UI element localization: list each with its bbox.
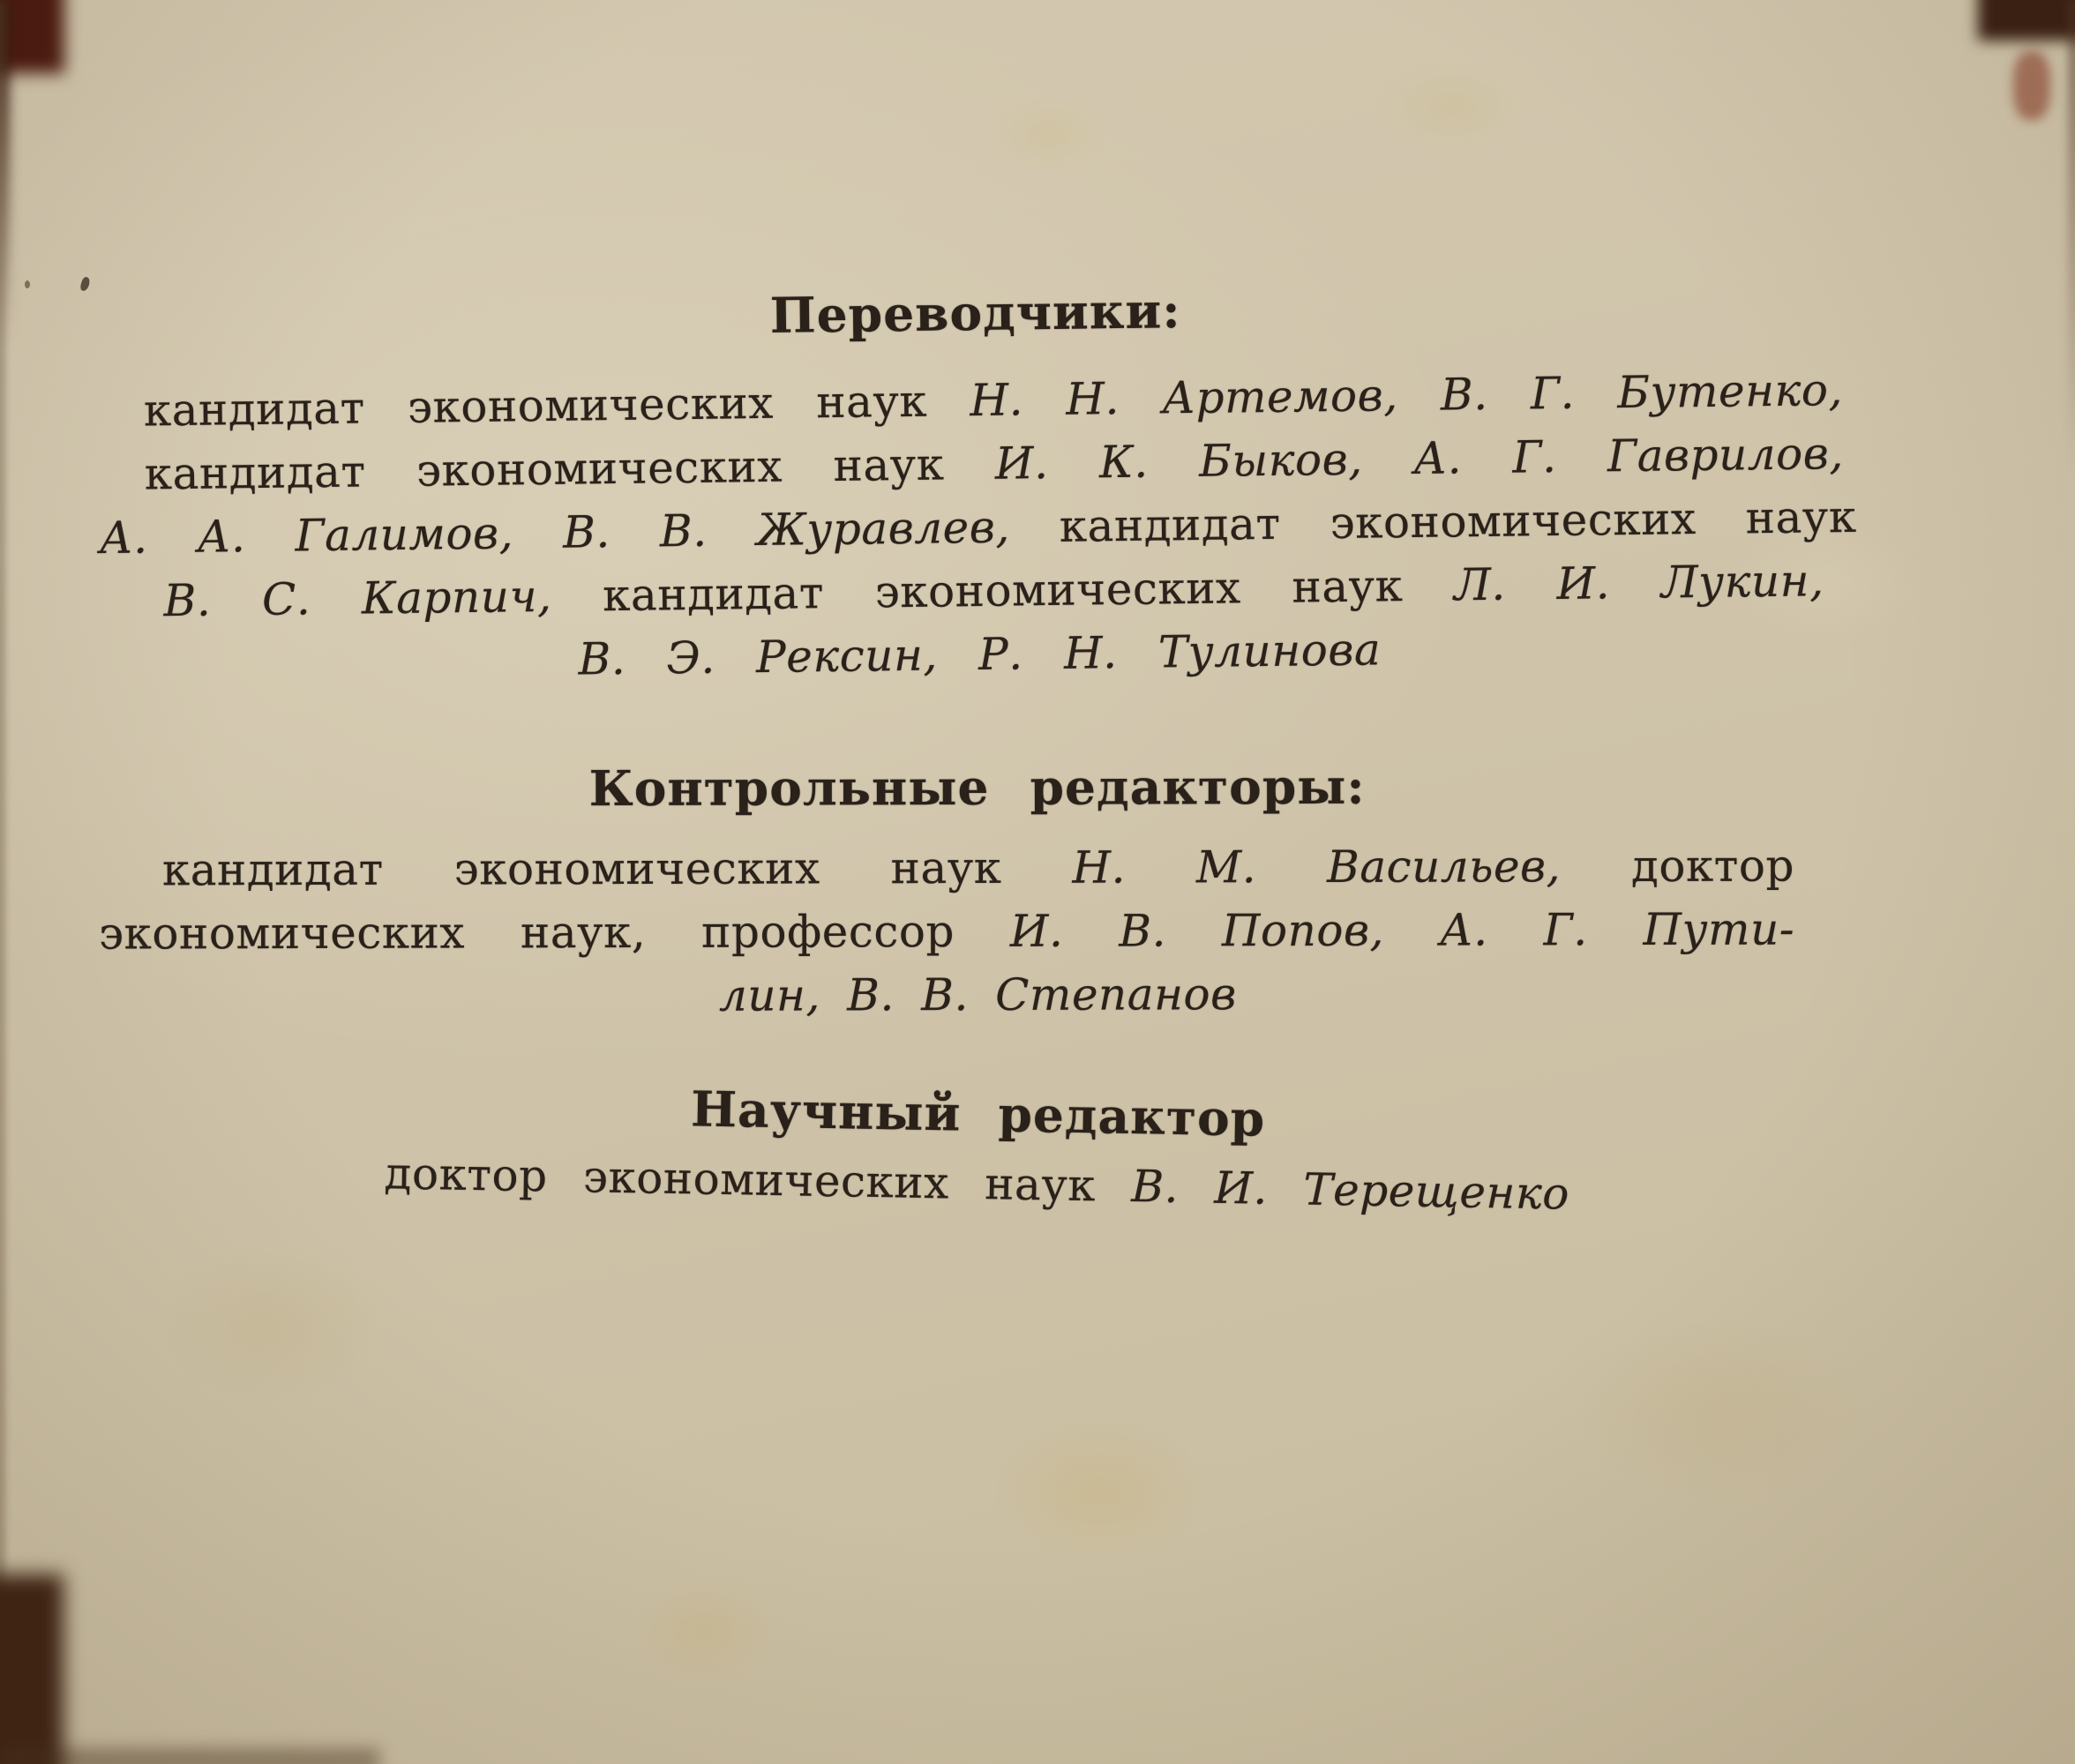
text-segment: В. Э. Рексин, Р. Н. Тулинова — [578, 624, 1382, 685]
photo-page-edge-right — [2068, 0, 2075, 476]
section-heading-translators: Переводчики: — [769, 281, 1181, 344]
text-segment: доктор — [1630, 840, 1795, 893]
photo-dark-corner-bottom-left — [0, 1574, 64, 1764]
text-segment: И. К. Быков, А. Г. Гаврилов, — [994, 428, 1845, 490]
text-segment: лин, В. В. Степанов — [718, 968, 1237, 1021]
section-heading-control-editors: Контрольные редакторы: — [588, 757, 1366, 818]
photo-shadow-bottom — [0, 1748, 379, 1764]
text-segment: Л. И. Лукин, — [1453, 555, 1824, 611]
text-segment: В. И. Терещенко — [1130, 1161, 1570, 1220]
text-segment: кандидат экономических наук — [1059, 490, 1857, 552]
photo-dark-corner-top-right — [1978, 0, 2075, 41]
text-segment: экономических наук, профессор — [99, 905, 1010, 960]
text-segment: В. С. Карпич, — [163, 570, 603, 627]
page-content — [99, 280, 1857, 1220]
text-segment: кандидат экономических наук — [143, 375, 970, 437]
section-scientific-editor — [98, 1066, 1857, 1231]
text-line — [99, 897, 1856, 965]
control-editors-paragraph — [99, 833, 1857, 1028]
text-line — [99, 960, 1856, 1028]
text-segment: Н. Н. Артемов, В. Г. Бутенко, — [970, 364, 1844, 427]
text-segment: И. В. Попов, А. Г. Пути- — [1009, 903, 1795, 957]
text-segment: А. А. Галимов, В. В. Журавлев, — [99, 500, 1060, 564]
paper-speck — [25, 280, 30, 288]
text-segment: кандидат экономических наук — [602, 559, 1455, 622]
translators-paragraph — [97, 358, 1858, 697]
photo-page-edge-left — [0, 0, 5, 1764]
section-translators — [96, 270, 1858, 697]
photo-dark-mark-top-right — [2013, 51, 2050, 120]
text-segment: кандидат экономических наук — [161, 841, 1073, 896]
text-segment: Н. М. Васильев, — [1072, 841, 1632, 893]
section-control-editors — [99, 752, 1857, 1028]
text-segment: кандидат экономических наук — [144, 437, 996, 500]
text-segment: доктор экономических наук — [384, 1147, 1132, 1213]
paper-speck — [79, 276, 91, 292]
text-line — [99, 833, 1856, 901]
section-heading-scientific-editor: Научный редактор — [690, 1080, 1266, 1147]
